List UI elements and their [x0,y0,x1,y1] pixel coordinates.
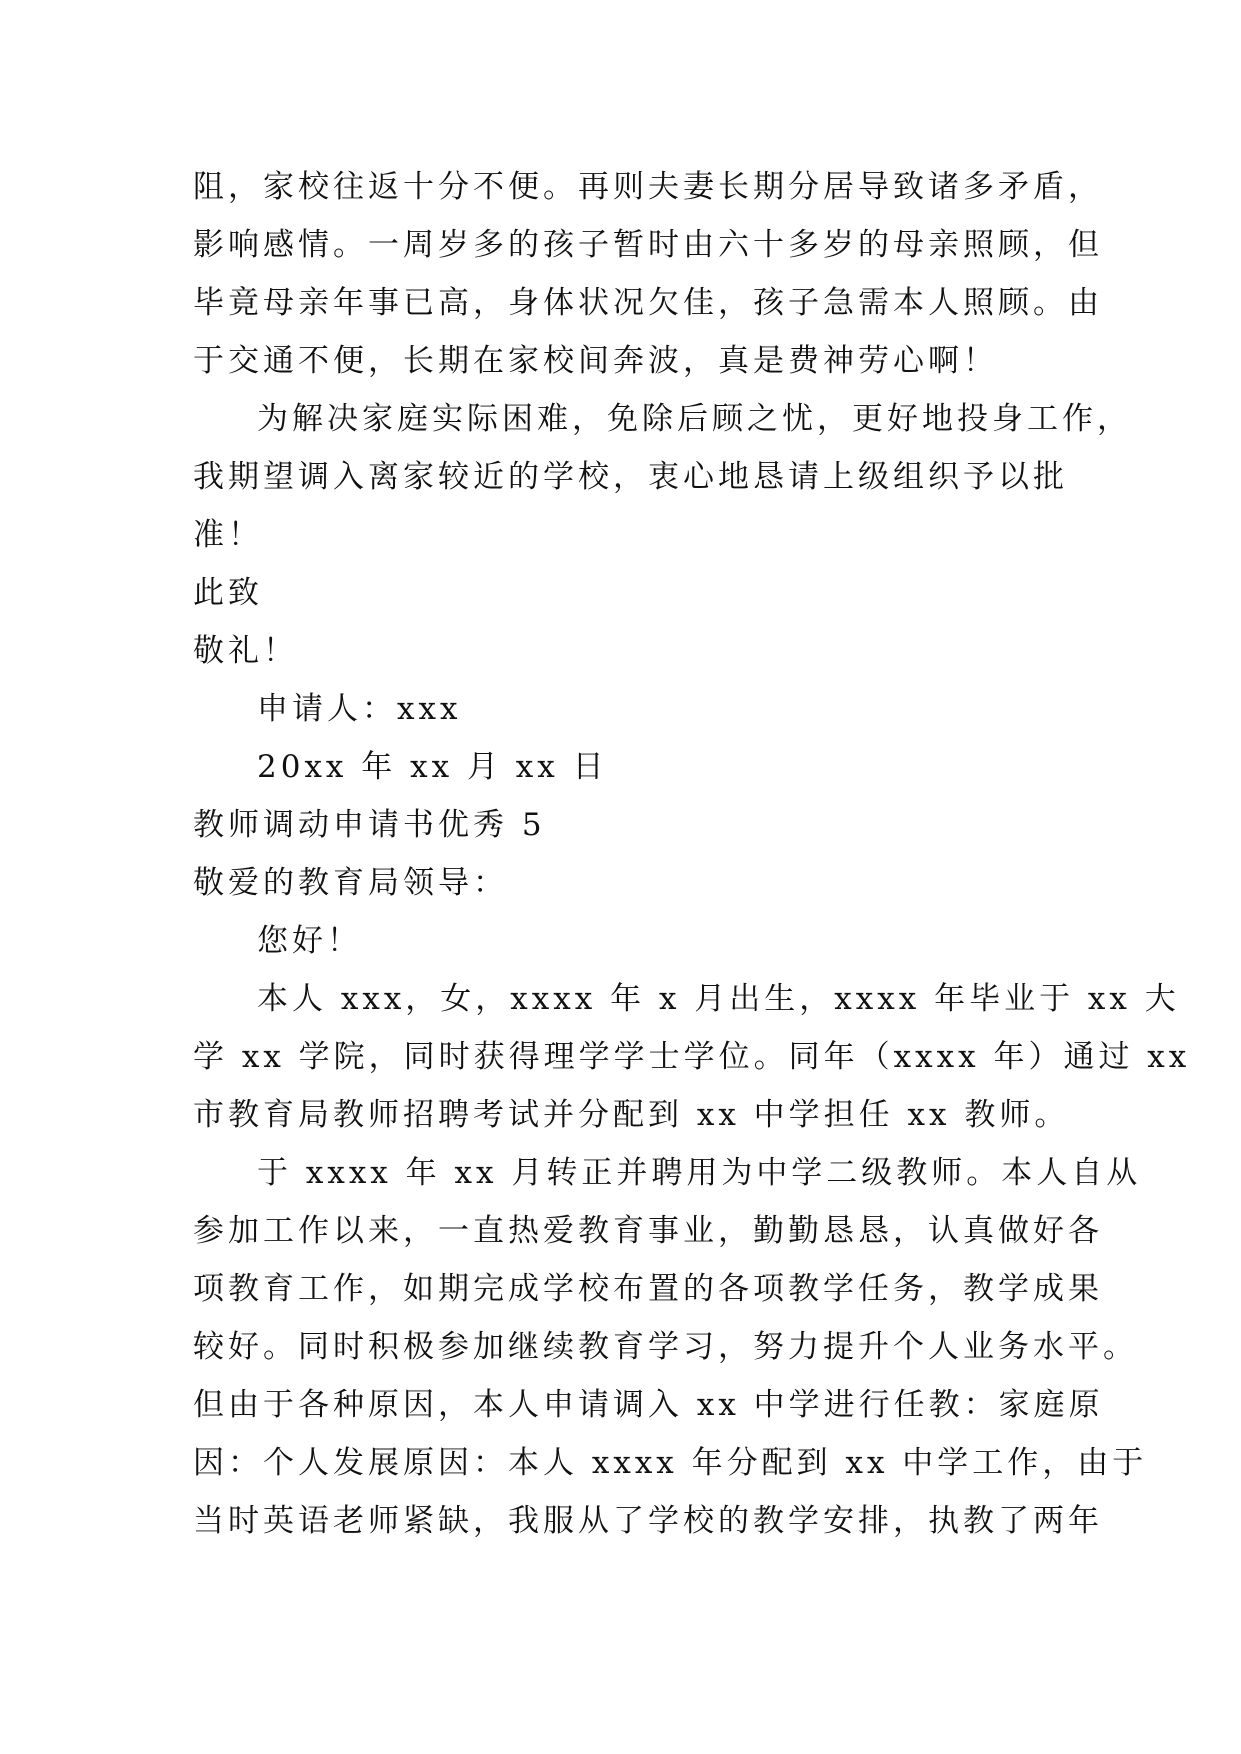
text-line: 本人 xxx，女，xxxx 年 x 月出生，xxxx 年毕业于 xx 大 [257,981,1180,1017]
application-date: 20xx 年 xx 月 xx 日 [257,749,608,785]
text-line: 我期望调入离家较近的学校，衷心地恳请上级组织予以批 [193,459,1068,495]
text-line: 于交通不便，长期在家校间奔波，真是费神劳心啊！ [193,343,998,379]
text-line: 市教育局教师招聘考试并分配到 xx 中学担任 xx 教师。 [193,1097,1070,1133]
text-line: 较好。同时积极参加继续教育学习，努力提升个人业务水平。 [193,1329,1138,1365]
closing-regards: 敬礼！ [193,633,298,669]
text-line: 学 xx 学院，同时获得理学学士学位。同年（xxxx 年）通过 xx [193,1039,1191,1075]
applicant-signature: 申请人：xxx [257,691,462,727]
text-line: 影响感情。一周岁多的孩子暂时由六十多岁的母亲照顾，但 [193,227,1103,263]
text-line: 项教育工作，如期完成学校布置的各项教学任务，教学成果 [193,1271,1103,1307]
text-line: 为解决家庭实际困难，免除后顾之忧，更好地投身工作， [257,401,1132,437]
document-page [193,158,1191,1550]
text-line: 阻，家校往返十分不便。再则夫妻长期分居导致诸多矛盾， [193,169,1103,205]
text-line: 准！ [193,517,263,553]
recipient-greeting: 敬爱的教育局领导： [193,865,508,901]
text-line: 参加工作以来，一直热爱教育事业，勤勤恳恳，认真做好各 [193,1213,1103,1249]
greeting: 您好！ [257,923,362,959]
section-title: 教师调动申请书优秀 5 [193,807,546,843]
text-line: 毕竟母亲年事已高，身体状况欠佳，孩子急需本人照顾。由 [193,285,1103,321]
closing-salutation: 此致 [193,575,263,611]
text-line: 于 xxxx 年 xx 月转正并聘用为中学二级教师。本人自从 [257,1155,1142,1191]
text-line: 但由于各种原因，本人申请调入 xx 中学进行任教：家庭原 [193,1387,1104,1423]
text-line: 因：个人发展原因：本人 xxxx 年分配到 xx 中学工作，由于 [193,1445,1148,1481]
text-line: 当时英语老师紧缺，我服从了学校的教学安排，执教了两年 [193,1503,1103,1539]
